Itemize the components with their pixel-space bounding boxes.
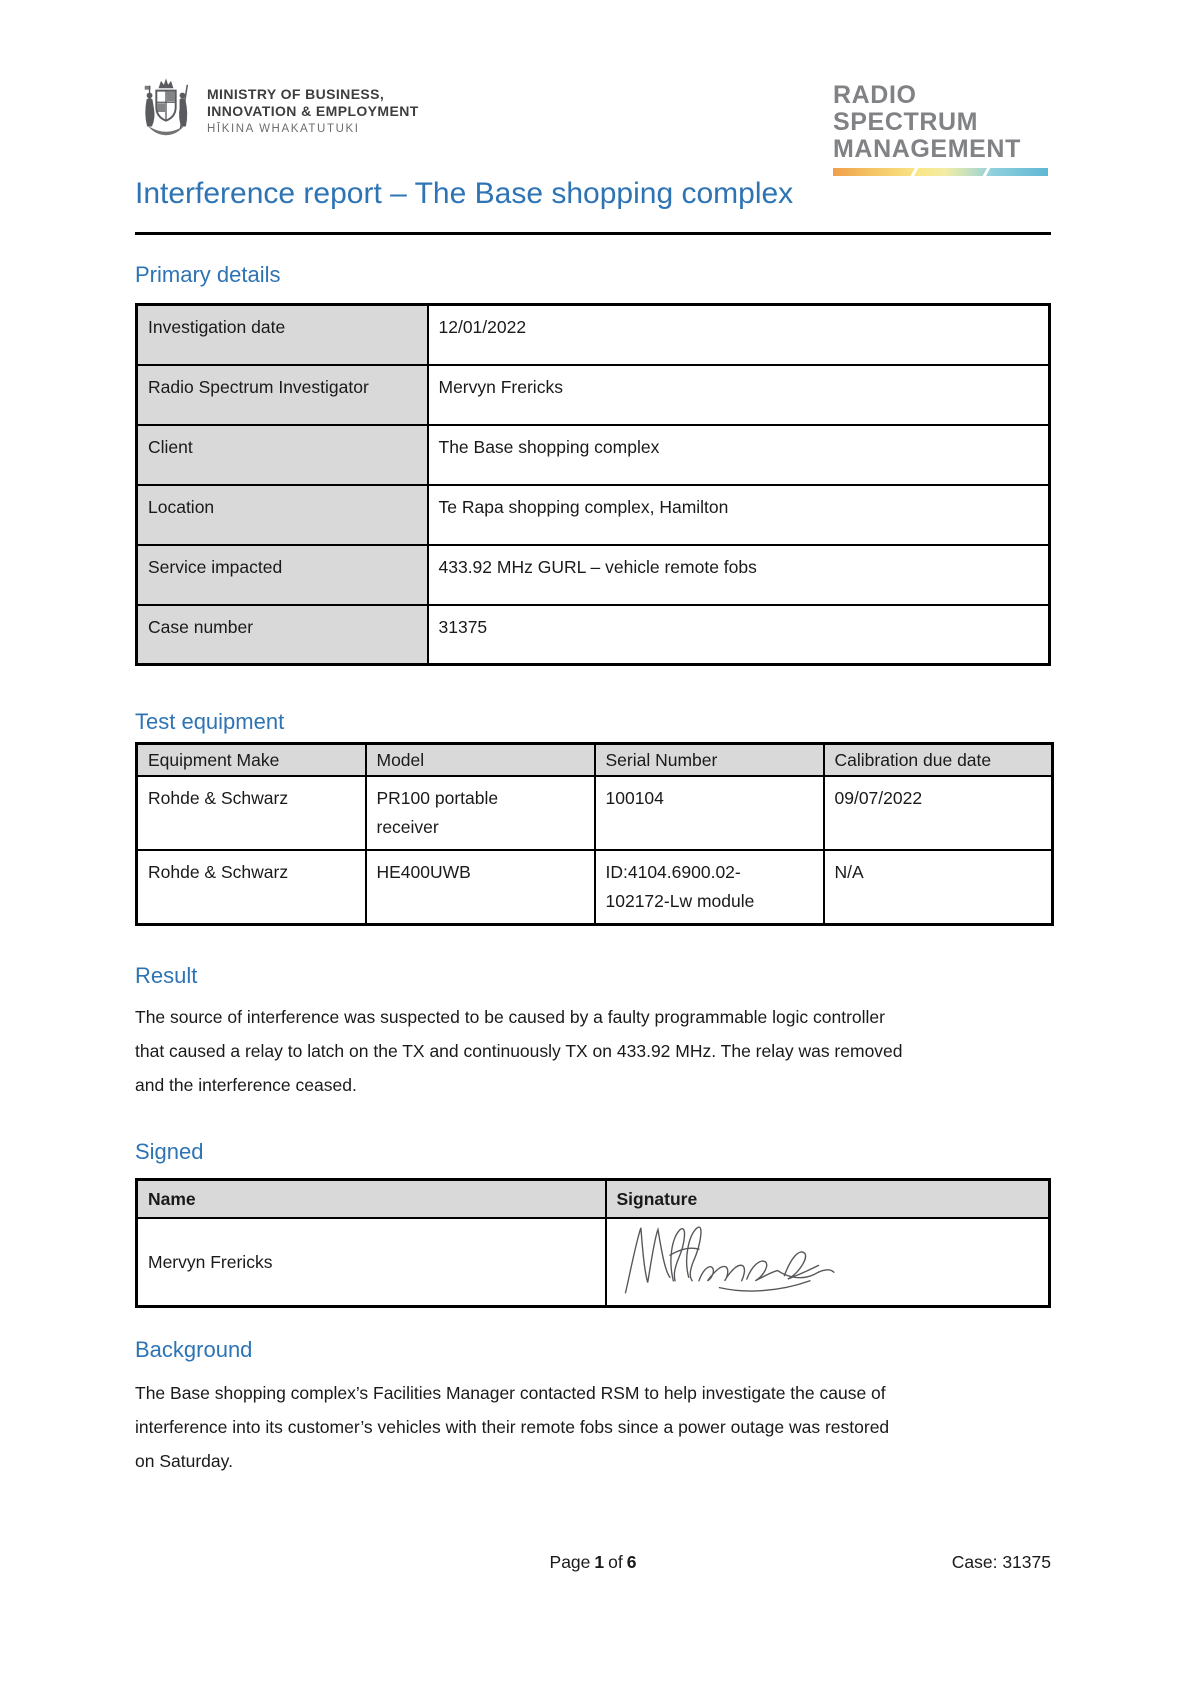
row-value: Mervyn Frericks [428,365,1050,425]
cell-calibration: N/A [824,850,1053,925]
page-total: 6 [626,1552,637,1572]
row-value: Te Rapa shopping complex, Hamilton [428,485,1050,545]
row-label: Service impacted [137,545,428,605]
rsm-line-2: MANAGEMENT [833,135,1021,163]
column-header: Model [366,744,595,777]
primary-details-heading: Primary details [135,262,281,287]
header-logos [135,0,1051,163]
cell-model: PR100 portable receiver [366,776,595,850]
page-current: 1 [594,1552,605,1572]
mbie-logo [135,78,419,142]
page-footer [135,1552,1051,1576]
page-label: Page [549,1552,591,1572]
column-header: Equipment Make [137,744,366,777]
row-label: Client [137,425,428,485]
row-value: The Base shopping complex [428,425,1050,485]
result-line: that caused a relay to latch on the TX and continuously TX on 433.92 MHz. The relay was removed [135,1041,903,1061]
cell-serial: ID:4104.6900.02-102172-Lw module [595,850,824,925]
column-header: Name [137,1180,606,1219]
cell-calibration: 09/07/2022 [824,776,1053,850]
signed-table [135,1178,1051,1308]
table-header-row [137,744,1053,777]
row-label: Investigation date [137,305,428,365]
test-equipment-heading: Test equipment [135,709,285,734]
cell-serial: 100104 [595,776,824,850]
table-row [137,305,1050,365]
row-label: Case number [137,605,428,665]
table-row [137,425,1050,485]
page-number [135,1552,1051,1573]
background-line: The Base shopping complex’s Facilities Manager contacted RSM to help investigate the cause of [135,1383,886,1403]
table-row [137,1218,1050,1307]
column-header: Calibration due date [824,744,1053,777]
case-reference: Case: 31375 [951,1552,1051,1572]
nz-coat-of-arms-icon [135,78,197,142]
mbie-line-2: INNOVATION & EMPLOYMENT [207,102,419,119]
row-value: 433.92 MHz GURL – vehicle remote fobs [428,545,1050,605]
table-row [137,545,1050,605]
rsm-line-1: RADIO SPECTRUM [833,81,979,136]
mbie-line-3: HĪKINA WHAKATUTUKI [207,122,360,135]
table-row [137,605,1050,665]
background-heading: Background [135,1337,253,1362]
table-row [137,776,1053,850]
cell-make: Rohde & Schwarz [137,850,366,925]
signature-cell [606,1218,1050,1307]
test-equipment-table [135,742,1054,926]
signed-heading: Signed [135,1139,204,1164]
signed-name: Mervyn Frericks [137,1218,606,1307]
column-header: Signature [606,1180,1050,1219]
primary-details-table [135,303,1051,666]
result-line: The source of interference was suspected to be caused by a faulty programmable logic controller [135,1007,885,1027]
row-label: Radio Spectrum Investigator [137,365,428,425]
row-label: Location [137,485,428,545]
page-title: Interference report – The Base shopping complex [135,176,1051,235]
table-row [137,485,1050,545]
row-value: 12/01/2022 [428,305,1050,365]
result-paragraph [135,1000,1051,1102]
table-header-row [137,1180,1050,1219]
result-heading: Result [135,963,198,988]
mbie-logo-text [207,86,419,135]
table-row [137,850,1053,925]
mbie-line-1: MINISTRY OF BUSINESS, [207,85,385,102]
table-row [137,365,1050,425]
background-line: on Saturday. [135,1451,233,1471]
result-line: and the interference ceased. [135,1075,357,1095]
of-label: of [608,1552,623,1572]
rsm-logo [833,82,1051,176]
cell-make: Rohde & Schwarz [137,776,366,850]
background-paragraph [135,1376,1051,1478]
background-line: interference into its customer’s vehicles with their remote fobs since a power outage was restored [135,1417,890,1437]
row-value: 31375 [428,605,1050,665]
cell-model: HE400UWB [366,850,595,925]
rsm-gradient-bar [833,168,1048,176]
column-header: Serial Number [595,744,824,777]
handwritten-signature-icon [613,1221,1043,1303]
